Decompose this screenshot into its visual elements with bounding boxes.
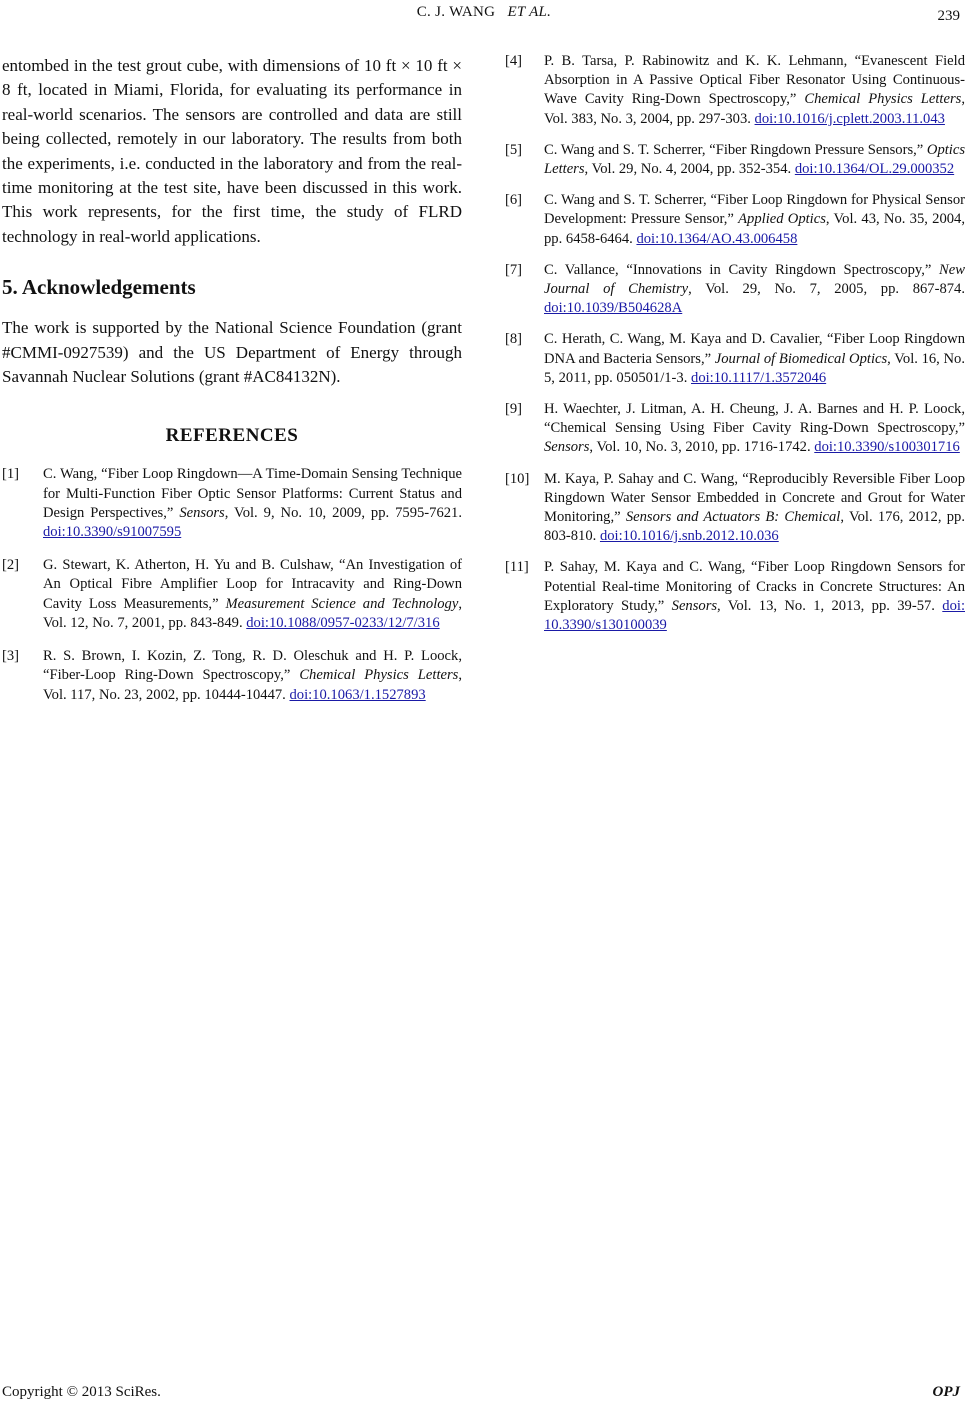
reference-number: [3] — [2, 648, 20, 665]
reference-item — [505, 141, 965, 179]
reference-journal: Optics Letters — [544, 141, 966, 178]
reference-text: C. Wang, “Fiber Loop Ringdown—A Time-Domain Sensing Technique for Multi-Function Fiber Optic Sensor Platforms: Current Status and Design Perspectives,” — [43, 466, 462, 521]
copyright-notice: Copyright © 2013 SciRes. — [2, 1384, 161, 1400]
reference-journal: Sensors — [671, 597, 718, 614]
acknowledgements-paragraph: The work is supported by the National Science Foundation (grant #CMMI-0927539) and the US Department of Energy through Savannah Nuclear Solutions (grant #AC84132N). — [2, 318, 462, 387]
right-column — [505, 52, 965, 647]
reference-details: , Vol. 383, No. 3, 2004, pp. 297-303. — [544, 91, 965, 127]
reference-text: R. S. Brown, I. Kozin, Z. Tong, R. D. Oleschuk and H. P. Loock, “Fiber-Loop Ring-Down Spectroscopy,” — [43, 648, 462, 684]
reference-number: [7] — [505, 261, 523, 278]
reference-text: P. B. Tarsa, P. Rabinowitz and K. K. Lehmann, “Evanescent Field Absorption in A Passive Optical Fiber Resonator Using Continuous-Wave Cavity Ring-Down Spectroscopy,” — [544, 53, 965, 108]
reference-details: , Vol. 10, No. 3, 2010, pp. 1716-1742. — [589, 439, 815, 456]
reference-item — [505, 261, 965, 319]
reference-doi-link[interactable]: doi:10.1364/OL.29.000352 — [794, 161, 955, 178]
reference-journal: Chemical Physics Letters — [804, 91, 962, 108]
reference-journal: Sensors — [544, 439, 590, 456]
reference-number: [9] — [505, 401, 523, 418]
reference-details: , Vol. 9, No. 10, 2009, pp. 7595-7621. — [224, 504, 462, 521]
left-column — [2, 54, 462, 719]
reference-item — [505, 558, 965, 635]
reference-doi-link[interactable]: doi:10.1088/0957-0233/12/7/316 — [246, 614, 440, 631]
reference-details: , Vol. 16, No. 5, 2011, pp. 050501/1-3. — [544, 350, 966, 386]
reference-doi-link[interactable]: doi:10.1117/1.3572046 — [691, 369, 827, 386]
reference-list-right — [505, 52, 965, 635]
reference-details: , Vol. 29, No. 7, 2005, pp. 867-874. — [688, 281, 966, 298]
reference-journal: Sensors — [179, 504, 225, 521]
page-number: 239 — [937, 8, 960, 24]
reference-journal: Applied Optics — [738, 211, 826, 228]
running-title-etal: ET AL. — [507, 4, 552, 20]
reference-item — [505, 470, 965, 547]
reference-details: , Vol. 12, No. 7, 2001, pp. 843-849. — [43, 595, 462, 631]
reference-doi-link[interactable]: doi:10.1016/j.snb.2012.10.036 — [599, 528, 779, 545]
reference-journal: New Journal of Chemistry — [544, 261, 965, 298]
reference-details: , Vol. 29, No. 4, 2004, pp. 352-354. — [584, 161, 795, 178]
reference-doi-link[interactable]: doi:10.3390/s100301716 — [814, 439, 960, 456]
running-title — [0, 4, 968, 21]
reference-journal: Journal of Biomedical Optics — [714, 350, 888, 367]
reference-number: [1] — [2, 466, 20, 483]
reference-item — [505, 330, 965, 388]
reference-doi-link[interactable]: doi:10.1063/1.1527893 — [289, 686, 426, 703]
reference-text: M. Kaya, P. Sahay and C. Wang, “Reproducibly Reversible Fiber Loop Ringdown Water Sensor Embedded in Concrete and Grout for Water Monitoring,” — [544, 470, 965, 526]
references-heading: REFERENCES — [165, 425, 299, 447]
reference-list-left — [2, 465, 462, 704]
reference-item — [505, 52, 965, 129]
reference-text: P. Sahay, M. Kaya and C. Wang, “Fiber Loop Ringdown Sensors for Potential Real-time Monitoring of Cracks in Concrete Structures: An Exploratory Study,” — [544, 559, 965, 614]
reference-number: [5] — [505, 141, 523, 158]
acknowledgements-heading: 5. Acknowledgements — [2, 275, 196, 300]
reference-doi-link[interactable]: doi:10.1364/AO.43.006458 — [636, 230, 798, 247]
reference-text: C. Herath, C. Wang, M. Kaya and D. Cavalier, “Fiber Loop Ringdown DNA and Bacteria Sensors,” — [544, 331, 965, 367]
reference-text: C. Wang and S. T. Scherrer, “Fiber Ringdown Pressure Sensors,” — [544, 141, 927, 158]
reference-journal: Chemical Physics Letters — [299, 667, 459, 684]
page-header — [0, 4, 968, 28]
reference-details: , Vol. 176, 2012, pp. 803-810. — [544, 509, 965, 545]
reference-details: , Vol. 13, No. 1, 2013, pp. 39-57. — [717, 597, 943, 614]
reference-item — [2, 556, 462, 633]
journal-abbreviation: OPJ — [932, 1384, 960, 1400]
reference-details: , Vol. 117, No. 23, 2002, pp. 10444-10447. — [43, 667, 462, 703]
reference-item — [2, 647, 462, 705]
reference-text: G. Stewart, K. Atherton, H. Yu and B. Culshaw, “An Investigation of An Optical Fibre Amplifier Loop for Intracavity and Ring-Down Cavity Loss Measurements,” — [43, 557, 462, 612]
reference-doi-link[interactable]: doi:10.1039/B504628A — [544, 300, 683, 317]
reference-text: C. Vallance, “Innovations in Cavity Ringdown Spectroscopy,” — [544, 261, 940, 278]
reference-item — [2, 465, 462, 542]
running-title-authors: C. J. WANG — [416, 4, 496, 20]
reference-number: [11] — [505, 559, 529, 576]
reference-text: C. Wang and S. T. Scherrer, “Fiber Loop Ringdown for Physical Sensor Development: Pressure Sensor,” — [544, 192, 965, 228]
reference-journal: Sensors and Actuators B: Chemical — [625, 509, 841, 526]
reference-number: [2] — [2, 557, 20, 574]
reference-item — [505, 191, 965, 249]
intro-paragraph: entombed in the test grout cube, with dimensions of 10 ft × 10 ft × 8 ft, located in Miami, Florida, for evaluating its performance in real-world scenarios. The sensors are controlled and data are still being collected, remotely in our laboratory. The results from both the experiments, i.e. conducted in the laboratory and from the real-time monitoring at the test site, have been discussed in this work. This work represents, for the first time, the study of FLRD technology in real-world applications. — [2, 56, 462, 246]
reference-journal: Measurement Science and Technology — [225, 595, 459, 612]
reference-doi-link[interactable]: doi:10.1016/j.cplett.2003.11.043 — [754, 110, 945, 127]
reference-number: [8] — [505, 331, 523, 348]
reference-number: [10] — [505, 470, 530, 487]
page-footer — [0, 1384, 968, 1404]
reference-item — [505, 400, 965, 458]
reference-doi-link[interactable]: doi: 10.3390/s130100039 — [544, 597, 965, 634]
reference-number: [4] — [505, 53, 523, 69]
reference-doi-link[interactable]: doi:10.3390/s91007595 — [43, 524, 182, 541]
reference-number: [6] — [505, 192, 523, 209]
reference-text: H. Waechter, J. Litman, A. H. Cheung, J. A. Barnes and H. P. Loock, “Chemical Sensing Using Fiber Cavity Ring-Down Spectroscopy,” — [544, 401, 965, 437]
reference-details: , Vol. 43, No. 35, 2004, pp. 6458-6464. — [544, 211, 965, 247]
